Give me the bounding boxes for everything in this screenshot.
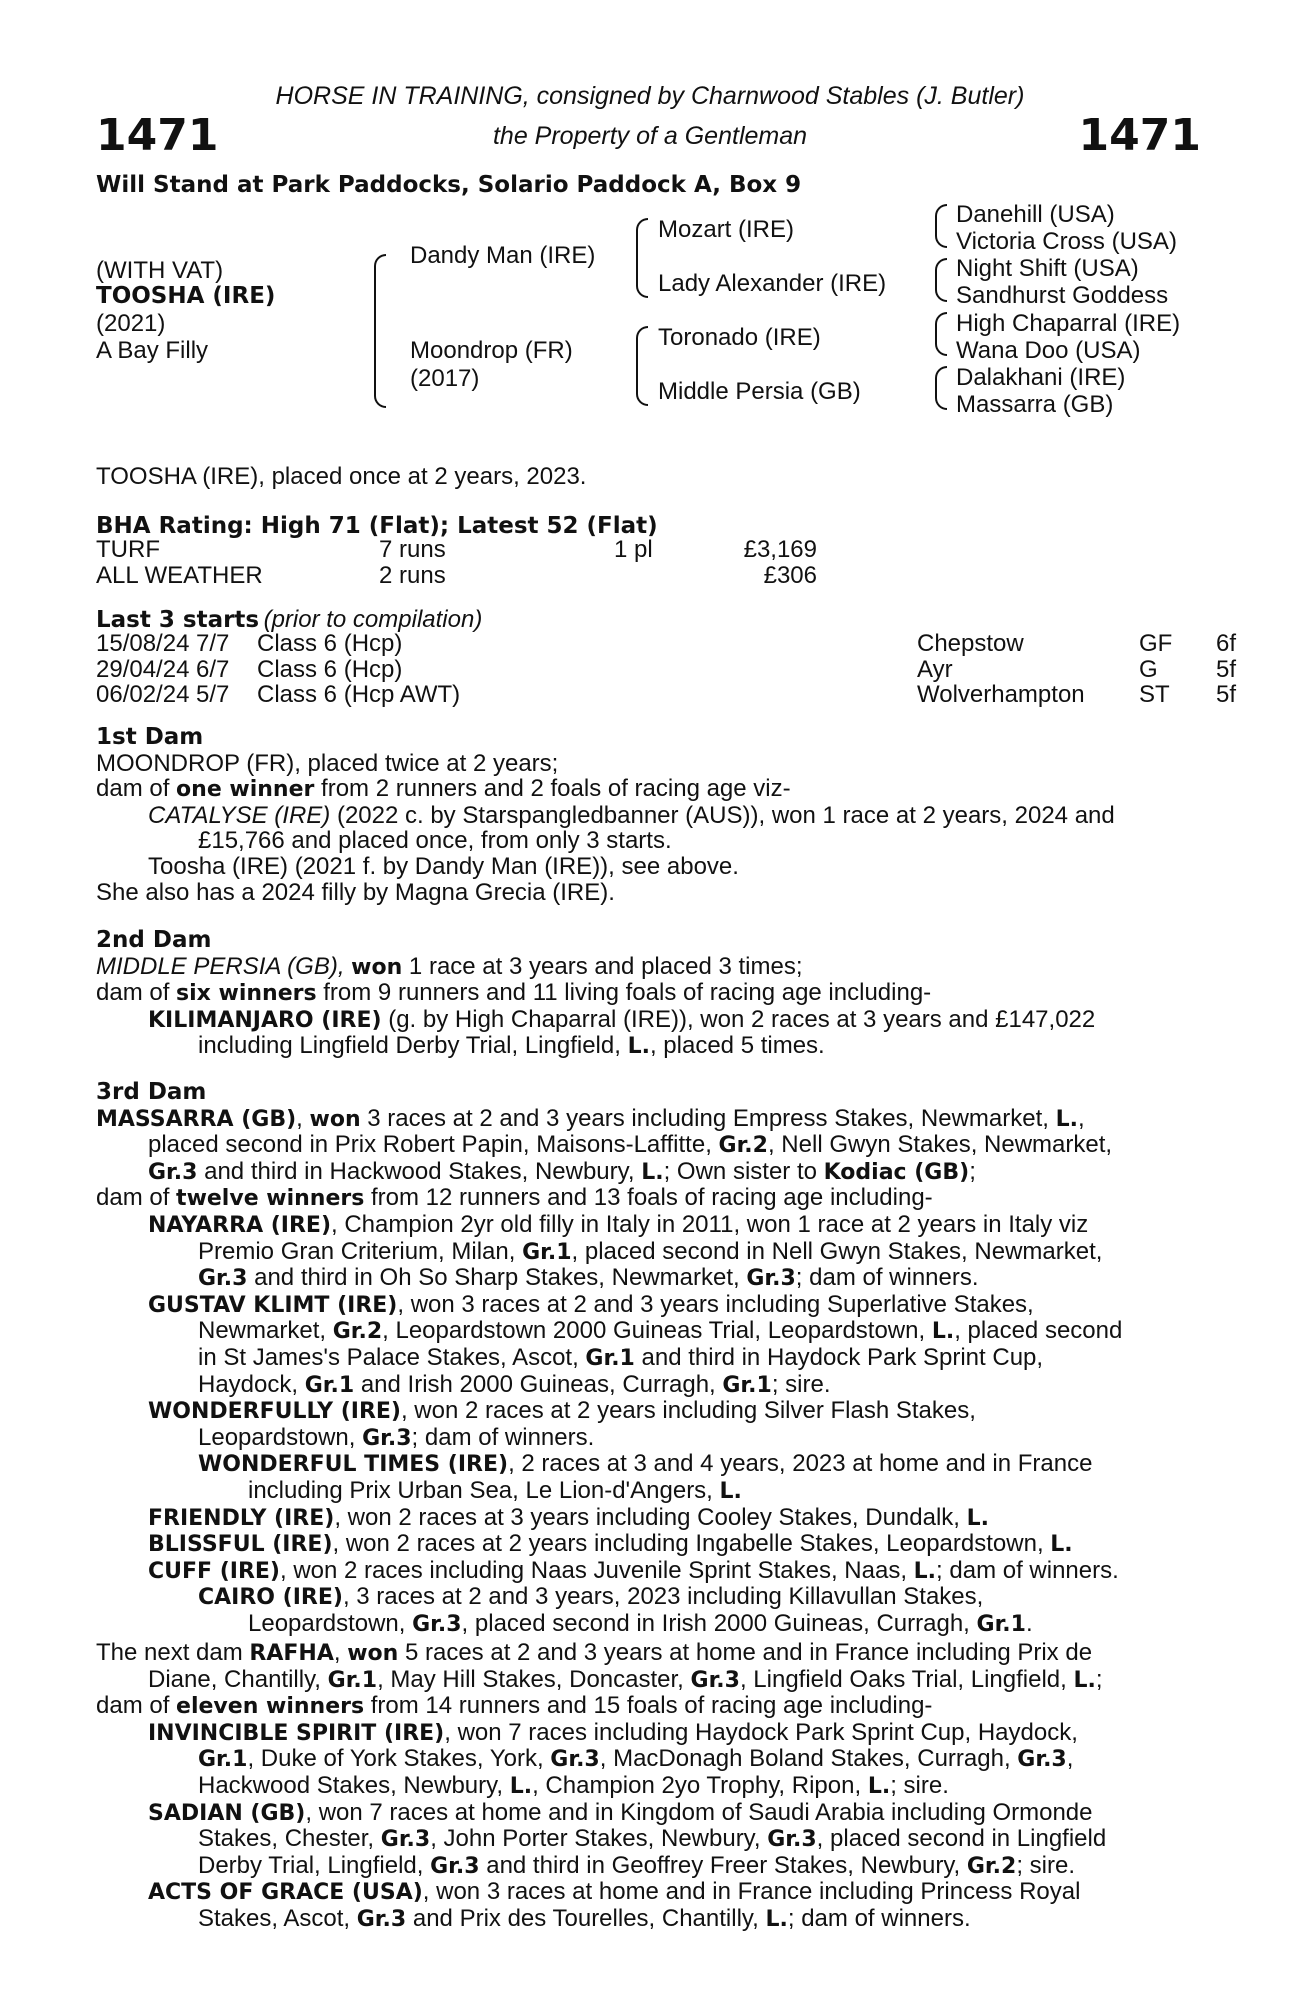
property-line: the Property of a Gentleman bbox=[492, 122, 808, 150]
rating-table bbox=[96, 537, 817, 588]
pedigree-sire: Dandy Man (IRE) bbox=[410, 242, 596, 269]
pedigree-sire-sire: Mozart (IRE) bbox=[658, 216, 795, 243]
stable-location: Will Stand at Park Paddocks, Solario Paddock A, Box 9 bbox=[96, 172, 802, 198]
vat-note: (WITH VAT) bbox=[96, 257, 224, 284]
pedigree-gen4: High Chaparral (IRE) bbox=[956, 310, 1181, 337]
gen4-brace-1 bbox=[935, 204, 947, 248]
horse-name: TOOSHA (IRE) bbox=[96, 283, 276, 309]
prize: £3,169 bbox=[743, 536, 817, 563]
table-row bbox=[96, 563, 817, 589]
placed: 1 pl bbox=[614, 536, 653, 563]
pedigree-sire-dam: Lady Alexander (IRE) bbox=[658, 270, 887, 297]
pedigree-gen4: Night Shift (USA) bbox=[956, 255, 1139, 282]
consignor-line: HORSE IN TRAINING, consigned by Charnwood Stables (J. Butler) bbox=[275, 82, 1025, 110]
gen4-brace-2 bbox=[935, 258, 947, 302]
sire-brace bbox=[636, 218, 648, 298]
horse-year: (2021) bbox=[96, 310, 166, 337]
next-dam-section: The next dam RAFHA, won 5 races at 2 and 3 years at home and in France including Prix de Diane, Chantilly, Gr.1, May Hill Stakes, Doncaster, Gr.3, Lingfield Oaks Trial, Lingfield, L.; dam of eleven winners from 14 runners and 15 foals of racing age including- INVINCIBLE SPIRIT (IRE), won 7 races including Haydock Park Sprint Cup, Haydock, Gr.1, Duke of York Stakes, York, Gr.3, MacDonagh Boland Stakes, Curragh, Gr.3, Hackwood Stakes, Newbury, L., Champion 2yo Trophy, Ripon, L.; sire. SADIAN (GB), won 7 races at home and in Kingdom of Saudi Arabia including Ormonde Stakes, Chester, Gr.3, John Porter Stakes, Newbury, Gr.3, placed second in Lingfield Derby Trial, Lingfield, Gr.3 and third in Geoffrey Freer Stakes, Newbury, Gr.2; sire. ACTS OF GRACE (USA), won 3 races at home and in France including Princess Royal Stakes, Ascot, Gr.3 and Prix des Tourelles, Chantilly, L.; dam of winners. bbox=[96, 1639, 1107, 1932]
last-starts-table bbox=[96, 631, 1236, 708]
race-summary: TOOSHA (IRE), placed once at 2 years, 2023. bbox=[96, 463, 587, 490]
surface: ALL WEATHER bbox=[96, 561, 263, 589]
gen4-brace-3 bbox=[935, 312, 947, 356]
bha-rating: BHA Rating: High 71 (Flat); Latest 52 (Flat) bbox=[96, 513, 658, 539]
pedigree-dam-dam: Middle Persia (GB) bbox=[658, 378, 861, 405]
runs: 7 runs bbox=[379, 536, 446, 563]
pedigree-gen4: Dalakhani (IRE) bbox=[956, 364, 1126, 391]
gen4-brace-4 bbox=[935, 366, 947, 410]
table-row: 29/04/24 6/7 Class 6 (Hcp) Ayr G 5f bbox=[96, 655, 1237, 683]
pedigree-brace bbox=[374, 254, 386, 408]
placed bbox=[614, 563, 699, 589]
pedigree-gen4: Massarra (GB) bbox=[956, 391, 1114, 418]
third-dam-section: 3rd Dam MASSARRA (GB), won 3 races at 2 and 3 years including Empress Stakes, Newmarket, L., placed second in Prix Robert Papin, Maisons-Laffitte, Gr.2, Nell Gwyn Stakes, Newmarket, Gr.3 and third in Hackwood Stakes, Newbury, L.; Own sister to Kodiac (GB); dam of twelve winners from 12 runners and 13 foals of racing age including- NAYARRA (IRE), Champion 2yr old filly in Italy in 2011, won 1 race at 2 years in Italy viz Premio Gran Criterium, Milan, Gr.1, placed second in Nell Gwyn Stakes, Newmarket, Gr.3 and third in Oh So Sharp Stakes, Newmarket, Gr.3; dam of winners. GUSTAV KLIMT (IRE), won 3 races at 2 and 3 years including Superlative Stakes, Newmarket, Gr.2, Leopardstown 2000 Guineas Trial, Leopardstown, L., placed second in St James's Palace Stakes, Ascot, Gr.1 and third in Haydock Park Sprint Cup, Haydock, Gr.1 and Irish 2000 Guineas, Curragh, Gr.1; sire. WONDERFULLY (IRE), won 2 races at 2 years including Silver Flash Stakes, Leopardstown, Gr.3; dam of winners. WONDERFUL TIMES (IRE), 2 races at 3 and 4 years, 2023 at home and in France including Prix Urban Sea, Le Lion-d'Angers, L. FRIENDLY (IRE), won 2 races at 3 years including Cooley Stakes, Dundalk, L. BLISSFUL (IRE), won 2 races at 2 years including Ingabelle Stakes, Leopardstown, L. CUFF (IRE), won 2 races including Naas Juvenile Sprint Stakes, Naas, L.; dam of winners. CAIRO (IRE), 3 races at 2 and 3 years, 2023 including Killavullan Stakes, Leopardstown, Gr.3, placed second in Irish 2000 Guineas, Curragh, Gr.1. bbox=[96, 1080, 1200, 1637]
pedigree-gen4: Sandhurst Goddess bbox=[956, 282, 1169, 309]
table-row: 15/08/24 7/7 Class 6 (Hcp) Chepstow GF 6f bbox=[96, 630, 1237, 657]
section-heading: 2nd Dam bbox=[96, 927, 212, 953]
surface: TURF bbox=[96, 536, 160, 563]
last-starts-heading: Last 3 starts (prior to compilation) bbox=[96, 606, 483, 633]
second-dam-section: 2nd Dam MIDDLE PERSIA (GB), won 1 race at 3 years and placed 3 times; dam of six winners from 9 runners and 11 living foals of racing age including- KILIMANJARO (IRE) (g. by High Chaparral (IRE)), won 2 races at 3 years and £147,022 including Lingfield Derby Trial, Lingfield, L., placed 5 times. bbox=[96, 928, 1200, 1060]
dam-brace bbox=[636, 326, 648, 406]
pedigree-dam-sire: Toronado (IRE) bbox=[658, 324, 821, 351]
section-heading: 3rd Dam bbox=[96, 1079, 207, 1105]
lot-number-right: 1471 bbox=[1078, 110, 1201, 161]
table-row: 06/02/24 5/7 Class 6 (Hcp AWT) Wolverhampton ST 5f bbox=[96, 681, 1237, 709]
pedigree-gen4: Wana Doo (USA) bbox=[956, 337, 1141, 364]
lot-number-left: 1471 bbox=[96, 110, 219, 161]
first-dam-section: 1st Dam MOONDROP (FR), placed twice at 2 years; dam of one winner from 2 runners and 2 foals of racing age viz- CATALYSE (IRE) (2022 c. by Starspangledbanner (AUS)), won 1 race at 2 years, 2024 and £15,766 and placed once, from only 3 starts. Toosha (IRE) (2021 f. by Dandy Man (IRE)), see above. She also has a 2024 filly by Magna Grecia (IRE). bbox=[96, 725, 1200, 905]
horse-description: A Bay Filly bbox=[96, 337, 209, 364]
runs: 2 runs bbox=[379, 561, 446, 589]
pedigree-gen4: Victoria Cross (USA) bbox=[956, 228, 1177, 255]
prize: £306 bbox=[763, 561, 817, 589]
pedigree-dam-year: (2017) bbox=[410, 365, 480, 392]
pedigree-gen4: Danehill (USA) bbox=[956, 201, 1115, 228]
section-heading: 1st Dam bbox=[96, 724, 204, 750]
table-row bbox=[96, 537, 817, 563]
pedigree-dam: Moondrop (FR) bbox=[410, 337, 573, 364]
